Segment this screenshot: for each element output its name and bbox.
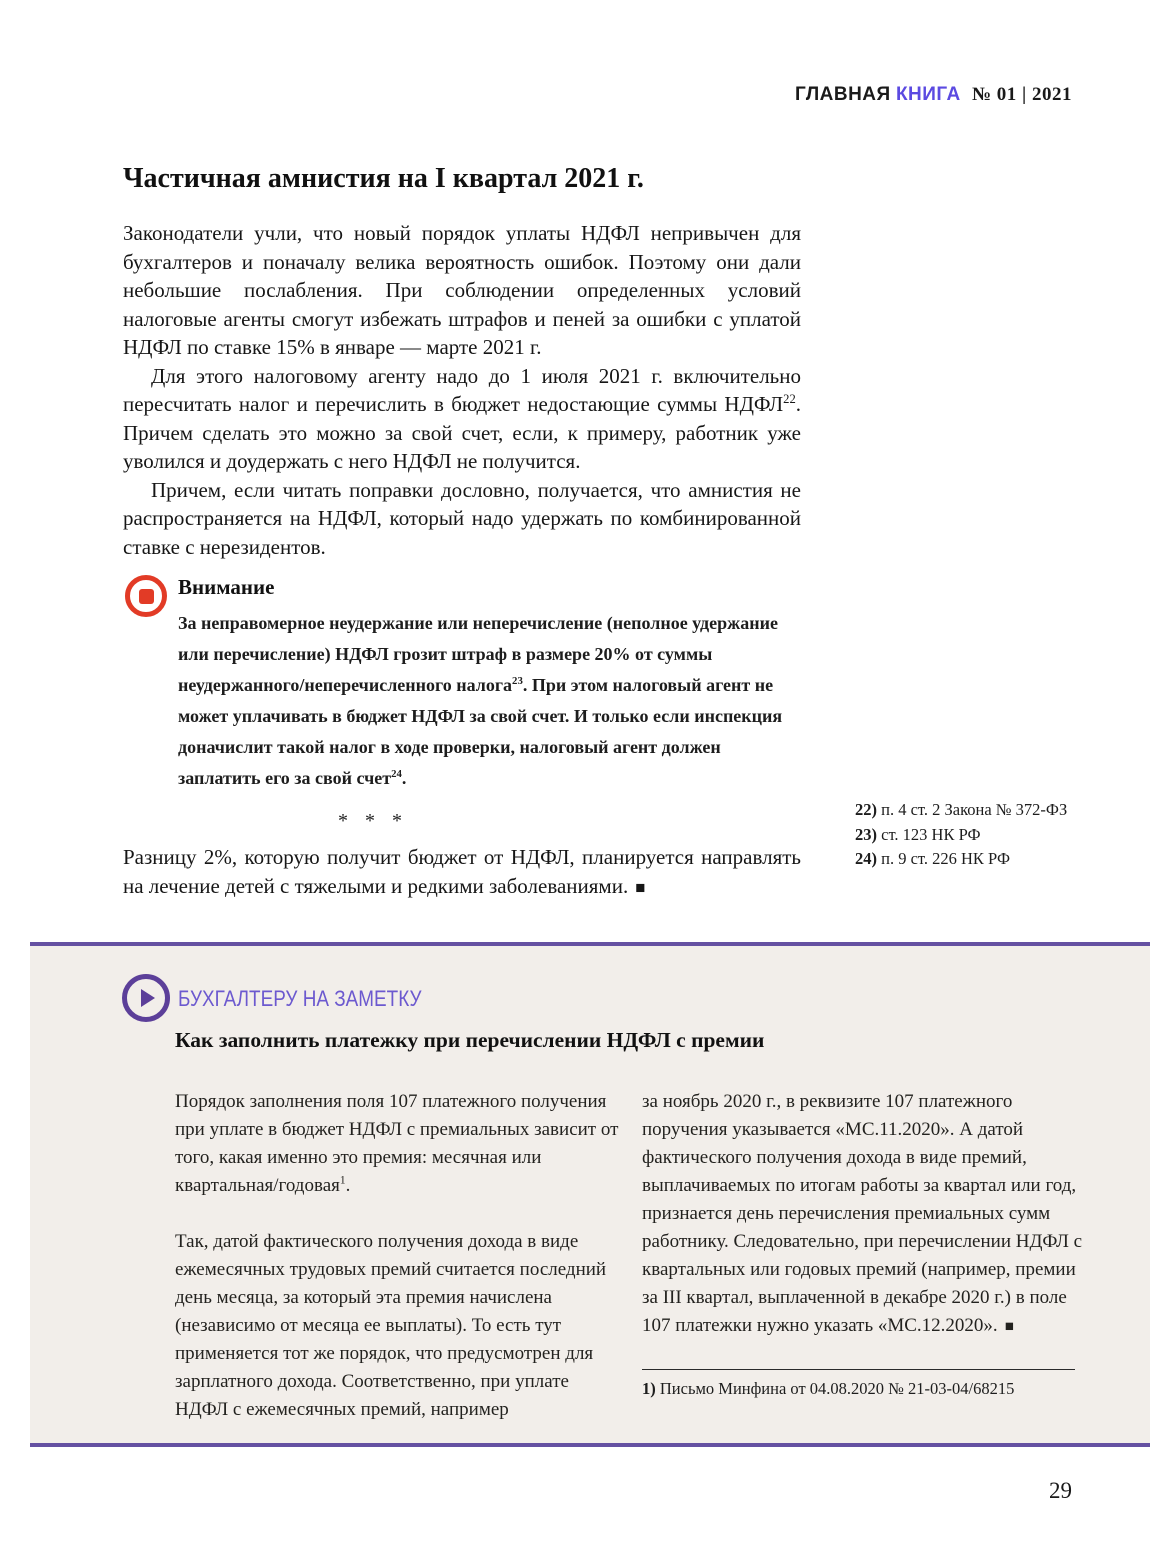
note-box-footnote xyxy=(642,1378,1087,1400)
end-of-article-marker: ■ xyxy=(635,878,646,898)
article-title: Частичная амнистия на I квартал 2021 г. xyxy=(123,163,644,194)
footnote-number: 23) xyxy=(855,824,877,844)
footnote-number: 22) xyxy=(855,800,877,819)
footnote-text: ст. 123 НК РФ xyxy=(881,824,981,844)
note-paragraph: Так, датой фактического получения дохода в виде ежемесячных трудовых премий считается последний день месяца, за который эта премия начислена (независимо от месяца ее выплаты). То есть тут применяется тот же порядок, что предусмотрен для зарплатного дохода. Соответственно, при уплате НДФЛ с ежемесячных премий, например xyxy=(175,1231,607,1420)
note-box-column-left xyxy=(175,1088,620,1424)
magazine-header xyxy=(795,84,1072,106)
footnote-text: Письмо Минфина от 04.08.2020 № 21-03-04/68215 xyxy=(659,1379,1015,1398)
note-text: за ноябрь 2020 г., в реквизите 107 платежного поручения указывается «МС.11.2020». А датой фактического получения дохода в виде премий, выплачиваемых по итогам работы за квартал или год, признается день перечисления премиальных сумм работнику. Следовательно, при перечислении НДФЛ с квартальных или годовых премий (например, премии за III квартал, выплаченной в декабре 2020 г.) в поле 107 платежки нужно указать «МС.12.2020». xyxy=(642,1091,1083,1336)
footnote-rule xyxy=(642,1369,1075,1370)
play-icon-triangle xyxy=(141,989,155,1007)
magazine-brand-purple: КНИГА xyxy=(895,84,961,105)
footnote-ref-22: 22 xyxy=(783,392,796,407)
attention-text: . При этом налоговый агент не может уплачивать в бюджет НДФЛ за свой счет. И только если инспекция доначислит такой налог в ходе проверки, налоговый агент должен заплатить его за свой счет xyxy=(178,675,783,789)
attention-text: . xyxy=(401,768,407,789)
play-icon xyxy=(122,974,170,1022)
magazine-issue: № 01 | 2021 xyxy=(971,84,1072,105)
magazine-brand-black: ГЛАВНАЯ xyxy=(795,84,891,105)
footnote-text: п. 9 ст. 226 НК РФ xyxy=(881,849,1010,868)
note-box xyxy=(30,942,1150,1447)
footnote-number: 1) xyxy=(642,1379,656,1398)
note-box-title: Как заполнить платежку при перечислении НДФЛ с премии xyxy=(175,1028,765,1052)
note-paragraph xyxy=(642,1088,1087,1341)
closing-text: Разницу 2%, которую получит бюджет от НДФЛ, планируется направлять на лечение детей с тяжелыми и редкими заболеваниями. xyxy=(123,845,801,899)
footnote-ref-23: 23 xyxy=(512,675,523,688)
article-paragraph-2 xyxy=(123,362,801,476)
paragraph-text: . Причем сделать это можно за свой счет, если, к примеру, работник уже уволился и доудержать с него НДФЛ не получится. xyxy=(123,392,801,474)
article-paragraph-3: Причем, если читать поправки дословно, получается, что амнистия не распространяется на НДФЛ, который надо удержать по комбинированной ставке с нерезидентов. xyxy=(123,477,801,559)
footnote-ref-1: 1 xyxy=(339,1174,346,1187)
note-box-columns xyxy=(175,1088,1087,1424)
margin-footnotes xyxy=(855,798,1145,872)
section-separator: * * * xyxy=(338,810,408,833)
paragraph-text: Для этого налоговому агенту надо до 1 июля 2021 г. включительно пересчитать налог и перечислить в бюджет недостающие суммы НДФЛ xyxy=(123,363,801,417)
attention-icon xyxy=(125,575,167,617)
footnote-number: 24) xyxy=(855,849,877,868)
attention-callout xyxy=(123,575,801,794)
attention-title: Внимание xyxy=(178,575,275,600)
footnote-23 xyxy=(855,823,1145,848)
note-paragraph xyxy=(175,1088,620,1200)
article-paragraph-1: Законодатели учли, что новый порядок уплаты НДФЛ непривычен для бухгалтеров и поначалу велика вероятность ошибок. Поэтому они дали небольшие послабления. При соблюдении определенных условий налоговые агенты смогут избежать штрафов и пеней за ошибки с уплатой НДФЛ по ставке 15% в январе — марте 2021 г. xyxy=(123,221,801,360)
note-text: . xyxy=(345,1175,351,1196)
attention-text: За неправомерное неудержание или неперечисление (неполное удержание или перечисление) НДФЛ грозит штраф в размере 20% от суммы неудержанного/неперечисленного налога xyxy=(178,613,778,696)
note-box-column-right xyxy=(642,1088,1087,1424)
attention-icon-square xyxy=(139,589,154,604)
note-box-kicker: БУХГАЛТЕРУ НА ЗАМЕТКУ xyxy=(178,986,422,1011)
article xyxy=(123,163,801,902)
attention-body xyxy=(178,608,803,794)
page-number: 29 xyxy=(1049,1478,1072,1503)
footnote-ref-24: 24 xyxy=(391,768,402,781)
closing-paragraph xyxy=(123,843,801,902)
footnote-text: п. 4 ст. 2 Закона № 372-ФЗ xyxy=(881,800,1068,819)
footnote-24 xyxy=(855,847,1145,872)
note-text: Порядок заполнения поля 107 платежного получения при уплате в бюджет НДФЛ с премиальных зависит от того, какая именно это премия: месячная или квартальная/годовая xyxy=(175,1091,619,1196)
footnote-22 xyxy=(855,798,1145,823)
end-of-note-marker: ■ xyxy=(1004,1318,1014,1335)
